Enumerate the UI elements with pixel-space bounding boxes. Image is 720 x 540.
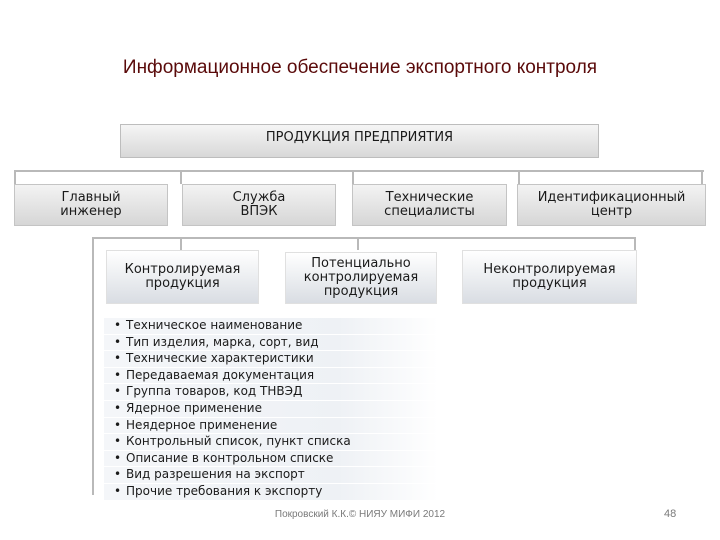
list-item bbox=[104, 434, 438, 451]
list-item bbox=[104, 384, 438, 401]
list-item-text: Группа товаров, код ТНВЭД bbox=[126, 384, 303, 399]
connector-line bbox=[14, 170, 16, 184]
list-item-text: Контрольный список, пункт списка bbox=[126, 434, 351, 449]
bullet-icon: • bbox=[114, 417, 122, 432]
list-item bbox=[104, 467, 438, 484]
role-box-identification-center bbox=[517, 184, 706, 226]
category-label: Неконтролируемая продукция bbox=[483, 262, 616, 291]
category-label: Потенциально контролируемая продукция bbox=[303, 256, 419, 299]
connector-line bbox=[180, 170, 182, 184]
connector-line bbox=[634, 237, 636, 250]
connector-line bbox=[357, 237, 359, 250]
role-box-vpek-service bbox=[182, 184, 336, 226]
connector-line bbox=[92, 237, 636, 239]
bullet-icon: • bbox=[114, 384, 122, 399]
slide-title: Информационное обеспечение экспортного контроля bbox=[122, 57, 598, 78]
footer-credit: Покровский К.К.© НИЯУ МИФИ 2012 bbox=[274, 509, 446, 520]
role-label: Главный инженер bbox=[60, 190, 122, 219]
list-item-text: Прочие требования к экспорту bbox=[126, 483, 323, 498]
role-label: Идентификационный центр bbox=[537, 190, 686, 219]
list-item-text: Вид разрешения на экспорт bbox=[126, 467, 305, 482]
role-box-chief-engineer bbox=[14, 184, 168, 226]
bullet-icon: • bbox=[114, 434, 122, 449]
role-label: Технические специалисты bbox=[384, 190, 475, 219]
list-item-text: Ядерное применение bbox=[126, 400, 262, 415]
list-item bbox=[104, 335, 438, 352]
page-number: 48 bbox=[664, 508, 677, 520]
list-item bbox=[104, 368, 438, 385]
connector-line bbox=[180, 237, 182, 250]
list-item-text: Тип изделия, марка, сорт, вид bbox=[126, 334, 319, 349]
bullet-icon: • bbox=[114, 400, 122, 415]
role-box-technical-specialists bbox=[352, 184, 507, 226]
bullet-icon: • bbox=[114, 318, 122, 332]
category-label: Контролируемая продукция bbox=[124, 262, 241, 291]
category-box-uncontrolled bbox=[462, 250, 637, 304]
connector-line bbox=[14, 170, 704, 172]
list-item bbox=[104, 351, 438, 368]
list-item-text: Неядерное применение bbox=[126, 417, 278, 432]
bullet-icon: • bbox=[114, 367, 122, 382]
list-item-text: Описание в контрольном списке bbox=[126, 450, 334, 465]
list-item bbox=[104, 484, 438, 501]
category-box-controlled bbox=[106, 250, 259, 304]
list-item bbox=[104, 318, 438, 335]
list-item-text: Технические характеристики bbox=[126, 351, 314, 366]
list-item-text: Техническое наименование bbox=[126, 318, 303, 332]
list-item bbox=[104, 401, 438, 418]
category-box-potentially-controlled bbox=[285, 252, 437, 304]
bullet-icon: • bbox=[114, 334, 122, 349]
connector-line bbox=[518, 170, 520, 184]
list-item-text: Передаваемая документация bbox=[126, 367, 315, 382]
bullet-icon: • bbox=[114, 483, 122, 498]
connector-line bbox=[701, 170, 703, 184]
role-label: Служба ВПЭК bbox=[232, 190, 286, 219]
list-item bbox=[104, 451, 438, 468]
connector-line bbox=[92, 237, 94, 495]
controlled-product-attributes-list bbox=[104, 318, 438, 501]
bullet-icon: • bbox=[114, 351, 122, 366]
bullet-icon: • bbox=[114, 450, 122, 465]
connector-line bbox=[352, 170, 354, 184]
bullet-icon: • bbox=[114, 467, 122, 482]
company-products-box: ПРОДУКЦИЯ ПРЕДПРИЯТИЯ bbox=[120, 124, 599, 158]
list-item bbox=[104, 418, 438, 435]
